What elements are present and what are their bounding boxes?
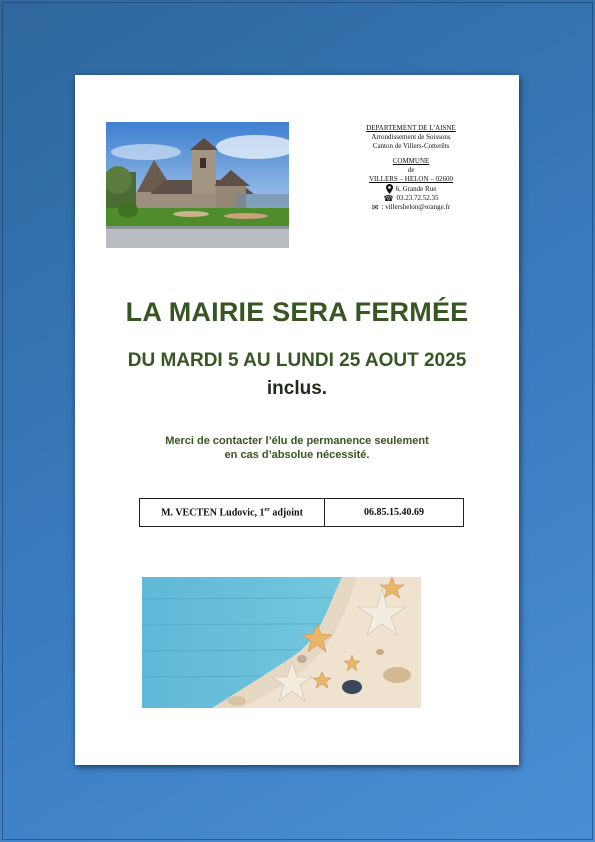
inclusive-label: inclus. <box>266 378 328 399</box>
phone: 03.23.72.52.35 <box>396 194 439 202</box>
page-title: LA MAIRIE SERA FERMÉE <box>125 297 469 327</box>
church-photo <box>106 122 289 248</box>
town-hall-header <box>333 124 489 212</box>
message-line-2: en cas d’absolue nécessité. <box>224 449 370 461</box>
commune-label: COMMUNE <box>392 157 430 165</box>
location-pin-icon <box>386 184 393 194</box>
message-line-1: Merci de contacter l’élu de permanence seulement <box>165 435 429 447</box>
email-icon: ✉ <box>371 203 379 212</box>
contact-name: M. VECTEN Ludovic, 1 <box>161 507 265 519</box>
canton: Canton de Villers-Cotterêts <box>372 142 450 150</box>
phone-row <box>333 194 489 203</box>
contact-message <box>75 434 519 462</box>
address-row <box>333 184 489 194</box>
contact-phone[interactable]: 06.85.15.40.69 <box>325 499 464 527</box>
email: : villershelon@orange.fr <box>381 203 451 211</box>
email-row <box>333 203 489 212</box>
commune-name: VILLERS – HELON – 02600 <box>369 175 453 183</box>
closure-dates <box>75 347 519 403</box>
starfish-beach-photo <box>142 577 421 708</box>
commune-de: de <box>407 166 415 174</box>
contact-name-cell <box>140 499 325 527</box>
contact-table <box>139 498 464 527</box>
telephone-icon: ☎ <box>383 194 394 203</box>
notice-page <box>75 75 519 765</box>
address: 6, Grande Rue <box>395 184 437 193</box>
arrondissement: Arrondissement de Soissons <box>371 133 451 141</box>
department: DEPARTEMENT DE L’AISNE <box>366 124 456 132</box>
dates-line: DU MARDI 5 AU LUNDI 25 AOUT 2025 <box>127 350 467 371</box>
contact-ordinal: er <box>264 506 270 513</box>
contact-role: adjoint <box>269 507 303 519</box>
